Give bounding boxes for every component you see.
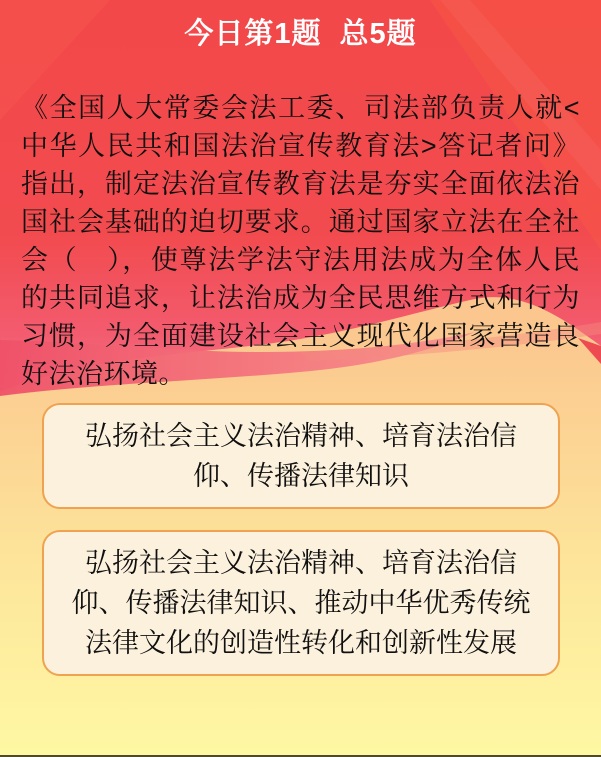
header-bar xyxy=(0,11,601,52)
option-button-1[interactable] xyxy=(42,403,560,509)
option-button-2[interactable] xyxy=(42,530,560,676)
question-progress: 今日第1题 总5题 xyxy=(184,18,417,50)
question-text: 《全国人大常委会法工委、司法部负责人就<中华人民共和国法治宣传教育法>答记者问》 指出，制定法治宣传教育法是夯实全面依法治国社会基础的迫切要求。通过国家立法在全社会（ ），使尊法学法守法用法成为全体人民的共同追求，让法治成为全民思维方式和行为习惯，为全面建设社会主义现代化国家营造良好法治环境。 xyxy=(21,93,580,389)
option-label: 弘扬社会主义法治精神、培育法治信仰、传播法律知识、推动中华优秀传统法律文化的创造性转化和创新性发展 xyxy=(71,548,531,658)
option-label: 弘扬社会主义法治精神、培育法治信仰、传播法律知识 xyxy=(85,421,517,491)
options-list xyxy=(42,403,560,676)
